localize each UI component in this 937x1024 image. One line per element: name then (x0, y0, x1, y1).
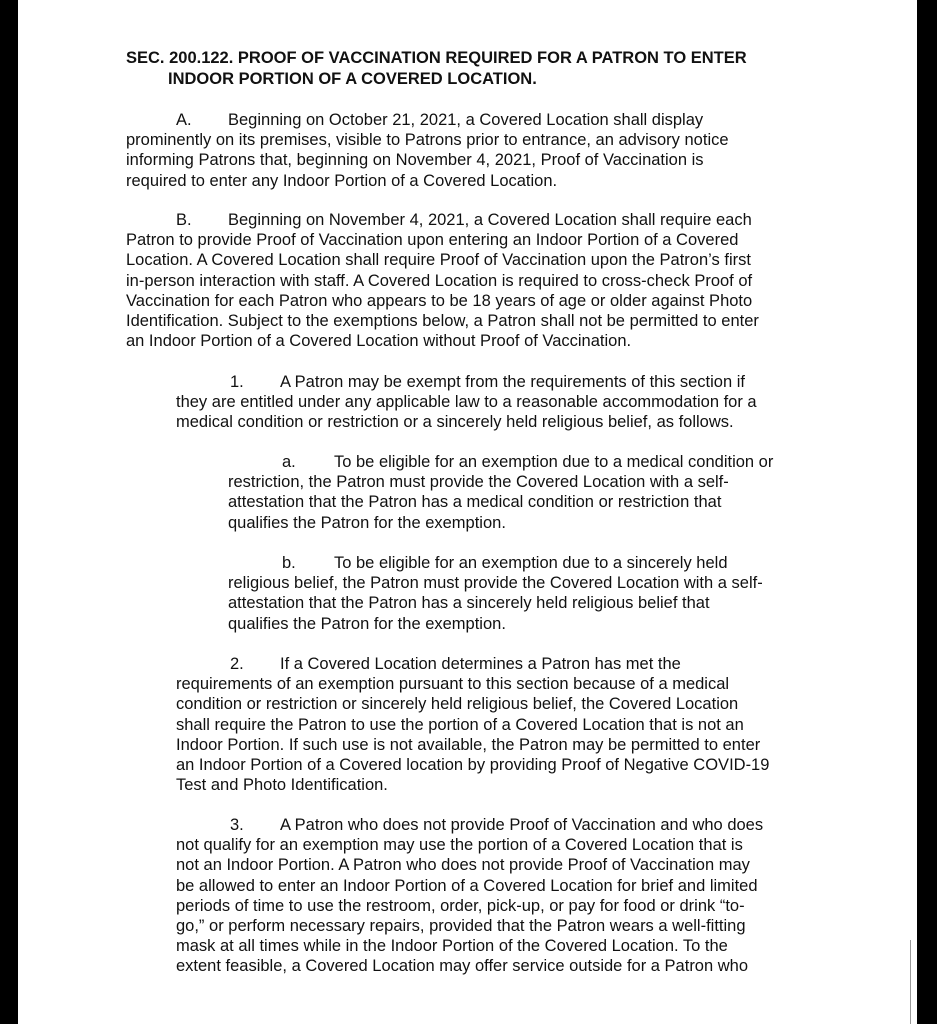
paragraph-b-line-6: Identification. Subject to the exemptions below, a Patron shall not be permitted to enter (126, 312, 759, 331)
item-1-line-3: medical condition or restriction or a sincerely held religious belief, as follows. (176, 413, 734, 432)
item-3-line-4: be allowed to enter an Indoor Portion of a Covered Location for brief and limited (176, 876, 758, 895)
item-3-line-6: go,” or perform necessary repairs, provided that the Patron wears a well-fitting (176, 917, 746, 936)
item-1b-line-1: To be eligible for an exemption due to a sincerely held (334, 554, 728, 572)
item-2-line-5: Indoor Portion. If such use is not available, the Patron may be permitted to enter (176, 735, 761, 754)
item-2-marker: 2. (230, 655, 244, 673)
paragraph-b-line-7: an Indoor Portion of a Covered Location without Proof of Vaccination. (126, 332, 632, 351)
item-1a-marker: a. (282, 453, 296, 471)
paragraph-b-line-1: Beginning on November 4, 2021, a Covered Location shall require each (228, 211, 752, 229)
item-2-line-2: requirements of an exemption pursuant to this section because of a medical (176, 675, 730, 694)
item-1b-line-3: attestation that the Patron has a sincerely held religious belief that (228, 594, 710, 613)
item-3-line-7: mask at all times while in the Indoor Portion of the Covered Location. To the (176, 937, 728, 956)
heading-line-2: INDOOR PORTION OF A COVERED LOCATION. (168, 70, 537, 88)
paragraph-b (126, 210, 759, 351)
paragraph-b-line-2: Patron to provide Proof of Vaccination upon entering an Indoor Portion of a Covered (126, 231, 739, 250)
item-2-line-1: If a Covered Location determines a Patron has met the (280, 655, 681, 673)
item-3-line-8: extent feasible, a Covered Location may offer service outside for a Patron who (176, 957, 749, 976)
item-2-line-4: shall require the Patron to use the portion of a Covered Location that is not an (176, 715, 744, 734)
item-1a-line-2: restriction, the Patron must provide the Covered Location with a self- (228, 473, 729, 492)
item-1 (176, 372, 757, 433)
item-1-line-2: they are entitled under any applicable law to a reasonable accommodation for a (176, 393, 757, 412)
item-1b (228, 553, 763, 634)
paragraph-a-line-2: prominently on its premises, visible to Patrons prior to entrance, an advisory notice (126, 131, 729, 150)
item-2-line-6: an Indoor Portion of a Covered location by providing Proof of Negative COVID-19 (176, 756, 770, 775)
item-1a (228, 452, 773, 533)
paragraph-a-line-4: required to enter any Indoor Portion of a Covered Location. (126, 171, 558, 190)
item-2-line-7: Test and Photo Identification. (176, 776, 388, 795)
item-1a-line-3: attestation that the Patron has a medical condition or restriction that (228, 493, 722, 512)
item-3-line-2: not qualify for an exemption may use the portion of a Covered Location that is (176, 836, 743, 855)
item-1b-marker: b. (282, 554, 296, 572)
paragraph-a (126, 110, 729, 191)
item-3 (176, 815, 763, 977)
heading-line-1: SEC. 200.122. PROOF OF VACCINATION REQUIRED FOR A PATRON TO ENTER (126, 49, 747, 67)
item-1a-line-1: To be eligible for an exemption due to a medical condition or (334, 453, 774, 471)
item-2-line-3: condition or restriction or sincerely held religious belief, the Covered Location (176, 695, 739, 714)
paragraph-a-line-1: Beginning on October 21, 2021, a Covered Location shall display (228, 111, 704, 129)
paragraph-a-line-3: informing Patrons that, beginning on November 4, 2021, Proof of Vaccination is (126, 151, 704, 170)
paragraph-b-line-3: Location. A Covered Location shall require Proof of Vaccination upon the Patron’s first (126, 251, 751, 270)
item-1b-line-4: qualifies the Patron for the exemption. (228, 614, 506, 633)
item-3-line-1: A Patron who does not provide Proof of Vaccination and who does (280, 816, 764, 834)
item-3-marker: 3. (230, 816, 244, 834)
section-heading (126, 48, 747, 90)
item-1a-line-4: qualifies the Patron for the exemption. (228, 513, 506, 532)
scan-edge-line (910, 940, 911, 1024)
paragraph-b-line-4: in-person interaction with staff. A Covered Location is required to cross-check Proof of (126, 271, 753, 290)
paragraph-b-line-5: Vaccination for each Patron who appears to be 18 years of age or older against Photo (126, 291, 753, 310)
paragraph-b-marker: B. (176, 211, 192, 229)
item-1-line-1: A Patron may be exempt from the requirements of this section if (280, 373, 745, 391)
item-3-line-3: not an Indoor Portion. A Patron who does not provide Proof of Vaccination may (176, 856, 750, 875)
paragraph-a-marker: A. (176, 111, 192, 129)
item-1-marker: 1. (230, 373, 244, 391)
item-1b-line-2: religious belief, the Patron must provide the Covered Location with a self- (228, 574, 763, 593)
item-2 (176, 654, 769, 795)
item-3-line-5: periods of time to use the restroom, order, pick-up, or pay for food or drink “to- (176, 896, 745, 915)
